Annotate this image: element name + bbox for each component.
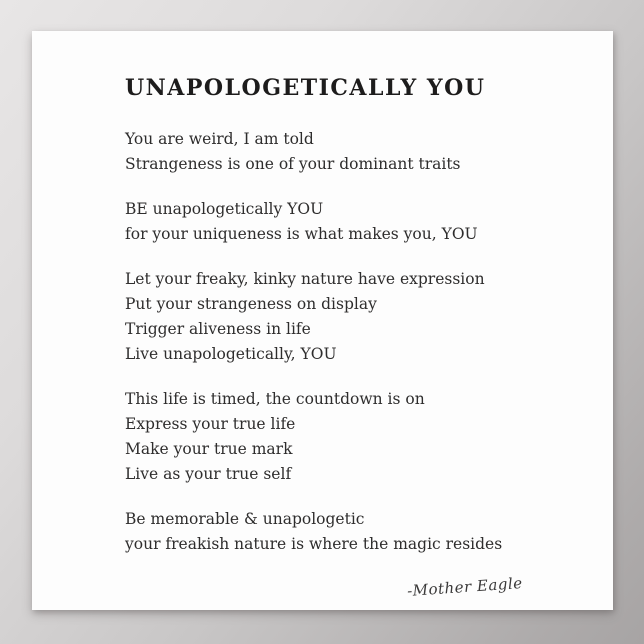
poem-title: UNAPOLOGETICALLY YOU — [125, 75, 486, 101]
stanza-1 — [125, 127, 525, 177]
poem-line: Express your true life — [125, 415, 296, 433]
poem-line: Strangeness is one of your dominant traits — [125, 155, 461, 173]
poem-line: Live unapologetically, YOU — [125, 345, 337, 363]
poem-line: Be memorable & unapologetic — [125, 510, 365, 528]
poem-line: Trigger aliveness in life — [125, 320, 311, 338]
stanza-5 — [125, 507, 525, 557]
poem-line: your freakish nature is where the magic resides — [125, 535, 503, 553]
poem-line: for your uniqueness is what makes you, YOU — [125, 225, 478, 243]
poem-line: This life is timed, the countdown is on — [125, 390, 425, 408]
poem-line: Make your true mark — [125, 440, 293, 458]
poem-line: Live as your true self — [125, 465, 292, 483]
poem-line: BE unapologetically YOU — [125, 200, 324, 218]
poster — [32, 31, 613, 610]
poem-line: Put your strangeness on display — [125, 295, 377, 313]
stanza-2 — [125, 197, 525, 247]
author-signature: -Mother Eagle — [406, 573, 524, 601]
stanza-4 — [125, 387, 525, 487]
stanza-3 — [125, 267, 525, 367]
poem-line: You are weird, I am told — [125, 130, 314, 148]
poem-line: Let your freaky, kinky nature have expression — [125, 270, 485, 288]
signature-row — [125, 573, 525, 601]
